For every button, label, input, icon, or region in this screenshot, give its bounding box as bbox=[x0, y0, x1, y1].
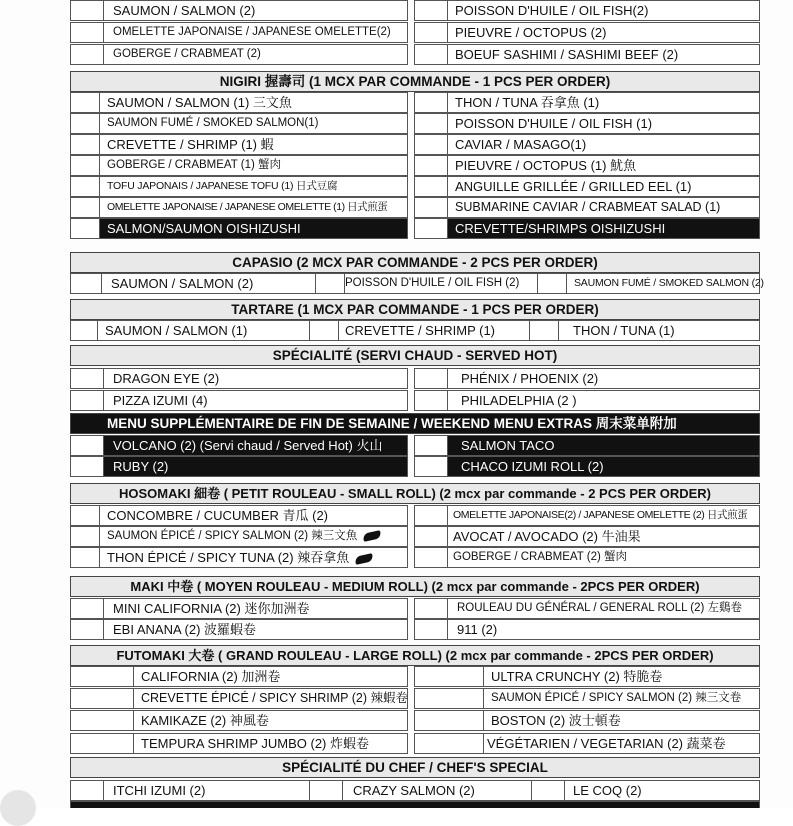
order-checkbox[interactable] bbox=[415, 527, 448, 546]
menu-row bbox=[414, 176, 760, 197]
item-label: AVOCAT / AVOCADO (2) 牛油果 bbox=[453, 529, 641, 544]
menu-row bbox=[70, 218, 408, 239]
order-checkbox[interactable] bbox=[415, 506, 448, 525]
menu-row bbox=[414, 155, 760, 176]
order-checkbox[interactable] bbox=[537, 274, 567, 293]
item-label: TOFU JAPONAIS / JAPANESE TOFU (1) 日式豆腐 bbox=[107, 180, 338, 192]
order-checkbox[interactable] bbox=[71, 781, 104, 800]
order-checkbox[interactable] bbox=[71, 506, 100, 525]
item-label: BOEUF SASHIMI / SASHIMI BEEF (2) bbox=[455, 47, 679, 62]
menu-row bbox=[70, 619, 408, 640]
order-checkbox[interactable] bbox=[71, 45, 104, 64]
item-label: SALMON TACO bbox=[461, 438, 555, 453]
item-label: KAMIKAZE (2) 神風卷 bbox=[141, 713, 269, 728]
order-checkbox[interactable] bbox=[415, 620, 448, 639]
order-checkbox[interactable] bbox=[415, 599, 448, 618]
chili-pepper-icon bbox=[355, 553, 374, 565]
item-label: SALMON/SAUMON OISHIZUSHI bbox=[107, 221, 301, 236]
menu-row bbox=[70, 197, 408, 218]
item-label: OMELETTE JAPONAISE / JAPANESE OMELETTE(2) bbox=[113, 26, 391, 38]
order-checkbox[interactable] bbox=[71, 667, 134, 686]
menu-row bbox=[414, 456, 760, 477]
chef-special-header: SPÉCIALITÉ DU CHEF / CHEF'S SPECIAL bbox=[70, 757, 760, 778]
order-checkbox[interactable] bbox=[71, 457, 104, 476]
menu-row bbox=[414, 390, 760, 411]
menu-row bbox=[70, 44, 408, 65]
order-checkbox[interactable] bbox=[71, 734, 134, 753]
item-label: SAUMON ÉPICÉ / SPICY SALMON (2) 辣三文魚 bbox=[107, 530, 358, 542]
order-checkbox[interactable] bbox=[71, 1, 104, 20]
order-checkbox[interactable] bbox=[415, 667, 484, 686]
menu-row bbox=[70, 134, 408, 155]
item-label: CHACO IZUMI ROLL (2) bbox=[461, 459, 604, 474]
order-checkbox[interactable] bbox=[415, 23, 448, 42]
menu-row bbox=[70, 22, 408, 43]
menu-row bbox=[414, 688, 760, 709]
item-label: BOSTON (2) 波士頓卷 bbox=[491, 713, 621, 728]
order-checkbox[interactable] bbox=[415, 114, 448, 133]
menu-row bbox=[70, 666, 408, 687]
order-checkbox[interactable] bbox=[71, 198, 100, 217]
order-checkbox[interactable] bbox=[71, 548, 100, 567]
item-label: PIZZA IZUMI (4) bbox=[113, 393, 208, 408]
order-checkbox[interactable] bbox=[71, 711, 134, 730]
order-checkbox[interactable] bbox=[415, 156, 448, 175]
item-label: ROULEAU DU GÉNÉRAL / GENERAL ROLL (2) 左鷄卷 bbox=[457, 602, 743, 614]
order-checkbox[interactable] bbox=[71, 156, 100, 175]
item-label: PIEUVRE / OCTOPUS (2) bbox=[455, 25, 607, 40]
order-checkbox[interactable] bbox=[71, 219, 100, 238]
hosomaki-header: HOSOMAKI 細卷 ( PETIT ROULEAU - SMALL ROLL) (2 mcx par commande - 2 PCS PER ORDER) bbox=[70, 483, 760, 504]
item-label: GOBERGE / CRABMEAT (2) 蟹肉 bbox=[453, 551, 628, 563]
item-label: POISSON D'HUILE / OIL FISH (1) bbox=[455, 116, 653, 131]
menu-row bbox=[70, 688, 408, 709]
item-label: CREVETTE / SHRIMP (1) bbox=[345, 323, 496, 338]
item-label: PHILADELPHIA (2 ) bbox=[461, 393, 577, 408]
item-label: SUBMARINE CAVIAR / CRABMEAT SALAD (1) bbox=[455, 200, 721, 214]
menu-row bbox=[70, 390, 408, 411]
menu-row bbox=[70, 456, 408, 477]
item-label: EBI ANANA (2) 波羅蝦卷 bbox=[113, 622, 257, 637]
order-checkbox[interactable] bbox=[71, 436, 104, 455]
item-label: CRAZY SALMON (2) bbox=[353, 783, 475, 798]
item-label: SAUMON ÉPICÉ / SPICY SALMON (2) 辣三文卷 bbox=[491, 692, 742, 704]
order-checkbox[interactable] bbox=[415, 734, 484, 753]
order-checkbox[interactable] bbox=[415, 45, 448, 64]
order-checkbox[interactable] bbox=[531, 781, 565, 800]
menu-row bbox=[70, 176, 408, 197]
order-checkbox[interactable] bbox=[415, 457, 448, 476]
chili-pepper-icon bbox=[363, 530, 382, 542]
order-checkbox[interactable] bbox=[71, 93, 100, 112]
menu-row bbox=[414, 0, 760, 21]
order-checkbox[interactable] bbox=[529, 321, 559, 340]
order-checkbox[interactable] bbox=[71, 177, 100, 196]
menu-row bbox=[414, 197, 760, 218]
item-label: CREVETTE / SHRIMP (1) 蝦 bbox=[107, 137, 274, 152]
item-label: CONCOMBRE / CUCUMBER 青瓜 (2) bbox=[107, 508, 329, 523]
item-label: RUBY (2) bbox=[113, 459, 169, 474]
specialite-header: SPÉCIALITÉ (SERVI CHAUD - SERVED HOT) bbox=[70, 345, 760, 366]
maki-header: MAKI 中卷 ( MOYEN ROULEAU - MEDIUM ROLL) (2 mcx par commande - 2PCS PER ORDER) bbox=[70, 576, 760, 597]
item-label: VOLCANO (2) (Servi chaud / Served Hot) 火山 bbox=[113, 438, 383, 453]
chef-row bbox=[70, 780, 760, 801]
order-checkbox[interactable] bbox=[71, 689, 134, 708]
item-label: CREVETTE/SHRIMPS OISHIZUSHI bbox=[455, 221, 666, 236]
order-checkbox[interactable] bbox=[415, 436, 448, 455]
menu-row bbox=[414, 113, 760, 134]
item-label: SAUMON FUMÉ / SMOKED SALMON(1) bbox=[107, 117, 319, 129]
item-label: THON / TUNA (1) bbox=[573, 323, 675, 338]
order-checkbox[interactable] bbox=[71, 135, 100, 154]
menu-row bbox=[414, 598, 760, 619]
menu-row bbox=[70, 92, 408, 113]
menu-row bbox=[414, 505, 760, 526]
capasio-header: CAPASIO (2 MCX PAR COMMANDE - 2 PCS PER ORDER) bbox=[70, 252, 760, 273]
order-checkbox[interactable] bbox=[415, 135, 448, 154]
order-checkbox[interactable] bbox=[71, 23, 104, 42]
menu-row bbox=[414, 435, 760, 456]
item-label: GOBERGE / CRABMEAT (2) bbox=[113, 48, 261, 60]
item-label: ANGUILLE GRILLÉE / GRILLED EEL (1) bbox=[455, 179, 692, 194]
item-label: SAUMON / SALMON (1) bbox=[105, 323, 248, 338]
tartare-header: TARTARE (1 MCX PAR COMMANDE - 1 PCS PER ORDER) bbox=[70, 299, 760, 320]
menu-row bbox=[70, 710, 408, 731]
item-label: TEMPURA SHRIMP JUMBO (2) 炸蝦卷 bbox=[141, 736, 370, 751]
menu-row bbox=[70, 733, 408, 754]
order-checkbox[interactable] bbox=[415, 369, 448, 388]
menu-row bbox=[70, 0, 408, 21]
menu-row bbox=[70, 368, 408, 389]
menu-row bbox=[70, 598, 408, 619]
capasio-row bbox=[70, 273, 764, 294]
item-label: ULTRA CRUNCHY (2) 特脆卷 bbox=[491, 669, 663, 684]
order-checkbox[interactable] bbox=[415, 198, 448, 217]
item-label: SAUMON FUMÉ / SMOKED SALMON (2) bbox=[574, 277, 764, 289]
item-label: PHÉNIX / PHOENIX (2) bbox=[461, 371, 599, 386]
menu-row bbox=[414, 710, 760, 731]
item-label: OMELETTE JAPONAISE / JAPANESE OMELETTE (1) 日式煎蛋 bbox=[107, 201, 388, 213]
order-checkbox[interactable] bbox=[415, 93, 448, 112]
item-label: ITCHI IZUMI (2) bbox=[113, 783, 206, 798]
order-checkbox[interactable] bbox=[71, 114, 100, 133]
item-label: LE COQ (2) bbox=[573, 783, 642, 798]
order-checkbox[interactable] bbox=[71, 369, 104, 388]
order-checkbox[interactable] bbox=[415, 177, 448, 196]
menu-row bbox=[414, 733, 760, 754]
menu-row bbox=[414, 619, 760, 640]
item-label: THON ÉPICÉ / SPICY TUNA (2) 辣吞拿魚 bbox=[107, 550, 350, 565]
menu-row bbox=[70, 113, 408, 134]
menu-row bbox=[414, 44, 760, 65]
scroll-indicator bbox=[0, 790, 36, 826]
order-checkbox[interactable] bbox=[415, 219, 448, 238]
menu-row bbox=[70, 435, 408, 456]
item-label: SAUMON / SALMON (2) bbox=[111, 276, 254, 291]
menu-row bbox=[414, 134, 760, 155]
order-checkbox[interactable] bbox=[315, 274, 345, 293]
order-checkbox[interactable] bbox=[415, 548, 448, 567]
order-checkbox[interactable] bbox=[415, 391, 448, 410]
menu-row bbox=[70, 505, 408, 526]
item-label: DRAGON EYE (2) bbox=[113, 371, 220, 386]
item-label: OMELETTE JAPONAISE(2) / JAPANESE OMELETTE (2) 日式煎蛋 bbox=[453, 509, 748, 521]
menu-row bbox=[414, 218, 760, 239]
item-label: POISSON D'HUILE / OIL FISH(2) bbox=[455, 3, 649, 18]
next-row-partial bbox=[70, 801, 760, 808]
menu-row bbox=[414, 666, 760, 687]
weekend-header: MENU SUPPLÉMENTAIRE DE FIN DE SEMAINE / WEEKEND MENU EXTRAS 周末菜单附加 bbox=[70, 413, 760, 434]
order-checkbox[interactable] bbox=[309, 781, 343, 800]
item-label: SAUMON / SALMON (2) bbox=[113, 3, 256, 18]
tartare-row bbox=[70, 320, 760, 341]
nigiri-header: NIGIRI 握壽司 (1 MCX PAR COMMANDE - 1 PCS PER ORDER) bbox=[70, 71, 760, 92]
item-label: PIEUVRE / OCTOPUS (1) 魷魚 bbox=[455, 158, 637, 173]
item-label: CREVETTE ÉPICÉ / SPICY SHRIMP (2) 辣蝦卷 bbox=[141, 691, 408, 705]
menu-row bbox=[414, 92, 760, 113]
order-checkbox[interactable] bbox=[71, 321, 98, 340]
order-checkbox[interactable] bbox=[309, 321, 339, 340]
order-checkbox[interactable] bbox=[415, 711, 484, 730]
menu-row bbox=[70, 155, 408, 176]
menu-row bbox=[70, 526, 408, 547]
item-label: GOBERGE / CRABMEAT (1) 蟹肉 bbox=[107, 159, 282, 171]
item-label: POISSON D'HUILE / OIL FISH (2) bbox=[345, 277, 520, 289]
menu-row bbox=[414, 22, 760, 43]
menu-row bbox=[70, 547, 408, 568]
order-checkbox[interactable] bbox=[71, 527, 100, 546]
order-checkbox[interactable] bbox=[71, 391, 104, 410]
menu-row bbox=[414, 526, 760, 547]
item-label: CAVIAR / MASAGO(1) bbox=[455, 137, 587, 152]
menu-row bbox=[414, 547, 760, 568]
order-checkbox[interactable] bbox=[71, 620, 104, 639]
order-checkbox[interactable] bbox=[415, 1, 448, 20]
order-checkbox[interactable] bbox=[71, 599, 104, 618]
item-label: THON / TUNA 吞拿魚 (1) bbox=[455, 95, 600, 110]
item-label: VÉGÉTARIEN / VEGETARIAN (2) 蔬菜卷 bbox=[487, 736, 726, 751]
menu-row bbox=[414, 368, 760, 389]
futomaki-header: FUTOMAKI 大卷 ( GRAND ROULEAU - LARGE ROLL) (2 mcx par commande - 2PCS PER ORDER) bbox=[70, 645, 760, 666]
order-checkbox[interactable] bbox=[415, 689, 484, 708]
order-checkbox[interactable] bbox=[71, 274, 102, 293]
item-label: CALIFORNIA (2) 加洲卷 bbox=[141, 669, 281, 684]
item-label: MINI CALIFORNIA (2) 迷你加洲卷 bbox=[113, 601, 310, 616]
item-label: SAUMON / SALMON (1) 三文魚 bbox=[107, 95, 292, 110]
item-label: 911 (2) bbox=[457, 622, 498, 637]
